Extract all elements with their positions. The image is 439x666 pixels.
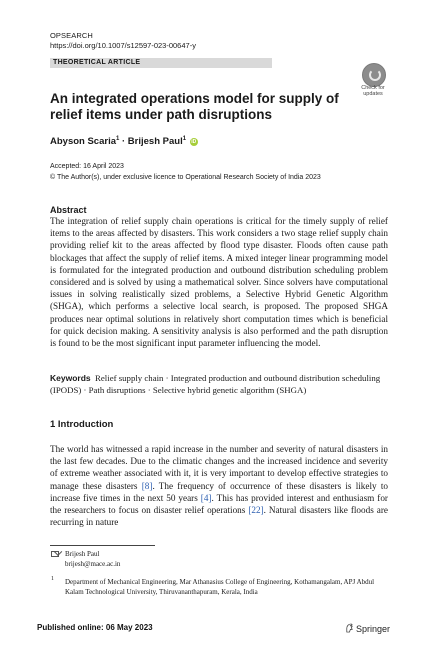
keywords-label: Keywords <box>50 373 91 383</box>
keywords-text: Relief supply chain · Integrated production and outbound distribution scheduling (IPODS) · Path disruptions · Selective hybrid genetic algorithm (SHGA) <box>50 373 381 395</box>
accepted-date: Accepted: 16 April 2023 <box>50 163 124 170</box>
article-type-label: THEORETICAL ARTICLE <box>53 59 141 66</box>
published-online-date: Published online: 06 May 2023 <box>37 623 153 632</box>
check-updates-line1: Check for <box>361 85 385 91</box>
intro-text-part: . Natural disasters like floods are recurring in nature <box>50 505 388 528</box>
check-updates-icon <box>362 63 386 87</box>
email-icon <box>51 551 59 557</box>
affiliation-text: Department of Mechanical Engineering, Mar Athanasius College of Engineering, Kothamangalam, APJ Abdul Kalam Technological University, Thiruvananthapuram, Kerala, India <box>65 578 375 596</box>
author-separator: · <box>119 136 128 148</box>
author-affil-sup: 1 <box>116 136 120 142</box>
journal-name: OPSEARCH <box>50 31 93 40</box>
author-list <box>50 136 198 147</box>
citation-link[interactable]: [8] <box>141 480 153 491</box>
introduction-text <box>50 443 388 528</box>
citation-link[interactable]: [22] <box>248 505 264 516</box>
abstract-heading: Abstract <box>50 205 87 215</box>
intro-text-part: The world has witnessed a rapid increase in the number and severity of natural disasters in the last few decades. Due to the climatic changes and the increased incidence and severity of extreme weather associated with it, it is very important to develop effective strategies to manage these disasters <box>50 444 388 491</box>
publisher-logo <box>345 623 390 634</box>
springer-horse-icon <box>345 623 354 633</box>
check-for-updates-badge[interactable] <box>356 63 390 96</box>
citation-link[interactable]: [4] <box>200 492 212 503</box>
orcid-icon[interactable]: iD <box>191 139 197 146</box>
section-heading-introduction: 1 Introduction <box>50 419 114 430</box>
publisher-name: Springer <box>356 624 391 634</box>
copyright-line: © The Author(s), under exclusive licence to Operational Research Society of India 2023 <box>50 174 321 181</box>
intro-text-part: . The frequency of occurrence of these disasters is likely to increase five times in the next 50 years <box>50 480 388 503</box>
abstract-text: The integration of relief supply chain operations is critical for the timely supply of relief items to the areas affected by disasters. This work considers a two stage relief supply chain providing relief kit to the areas affected by flood type disaster. Floods often cause path blockages that affect the supply of relief items. A mixed integer linear programming model is formulated for the integrated production and outbound distribution scheduling problem considered and is solved by using a mathematical solver. Since solvers have computational issues in solving realistically sized problems, a Selective Hybrid Genetic Algorithm (SHGA), which performs a selective local search, is proposed. The proposed SHGA produces near optimal solutions in relatively short computation times which is beneficial for quick decision making. A sensitivity analysis is also performed and the path disruption is found to be the most significant input parameter influencing the model. <box>50 216 388 349</box>
footnote-divider <box>50 545 155 546</box>
intro-text-part: . This has provided interest and enthusiasm for the researchers to focus on disaster relief operations <box>50 492 388 516</box>
check-updates-line2: updates <box>363 91 383 97</box>
affiliation-number: 1 <box>51 576 54 582</box>
author-affil-sup: 1 <box>182 136 187 142</box>
corresponding-author-name: Brijesh Paul <box>65 550 100 558</box>
author-name[interactable]: Brijesh Paul <box>127 136 183 148</box>
doi-link[interactable]: https://doi.org/10.1007/s12597-023-00647-y <box>50 41 196 50</box>
article-title: An integrated operations model for supply of relief items under path disruptions <box>50 91 339 122</box>
article-type-bar <box>50 58 272 68</box>
corresponding-author-email[interactable]: brijesh@mace.ac.in <box>65 560 121 568</box>
author-name[interactable]: Abyson Scaria <box>50 136 116 148</box>
keywords-block <box>50 372 388 396</box>
